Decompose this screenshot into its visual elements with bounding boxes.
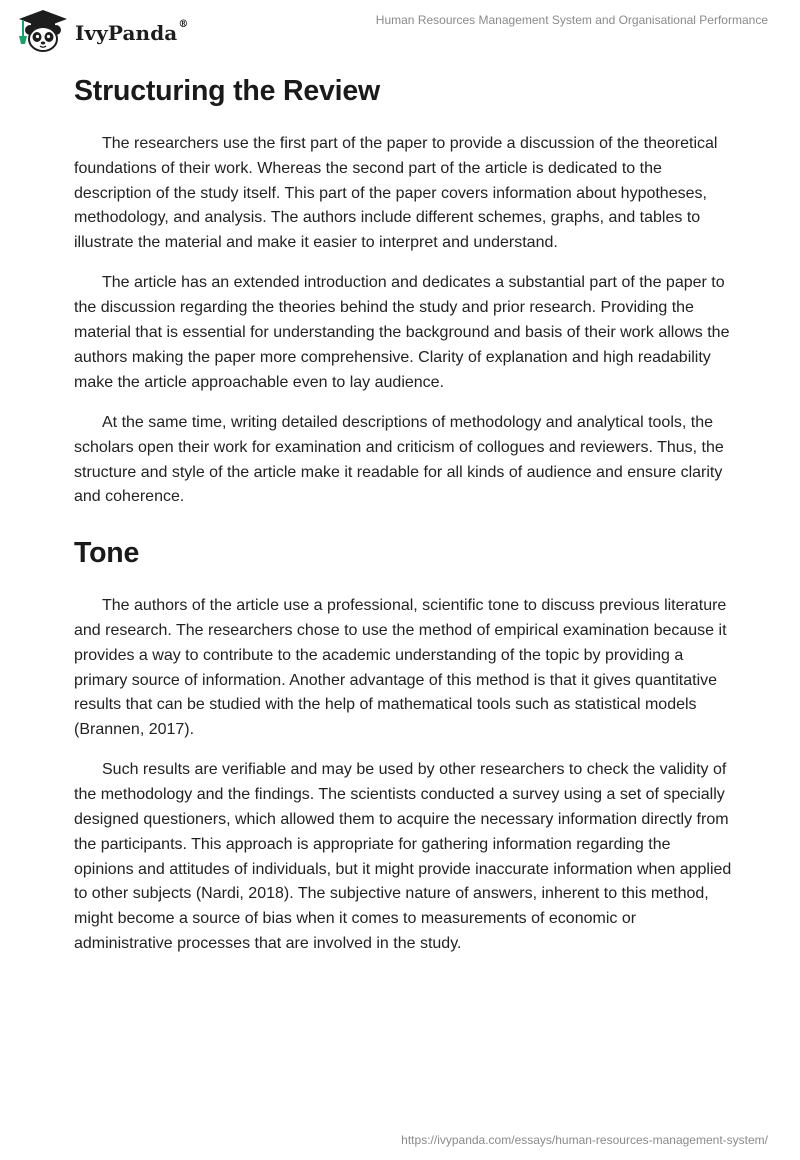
brand-name: IvyPanda® — [75, 19, 189, 45]
section-heading-tone: Tone — [74, 537, 140, 570]
paragraph: Such results are verifiable and may be used by other researchers to check the validity of the methodology and the findings. The scientists conducted a survey using a set of specially designed questioners, which allowed them to acquire the necessary information directly from the participants. This approach is appropriate for gathering information regarding the opinions and attitudes of individuals, but it might provide inaccurate information when applied to other subjects (Nardi, 2018). The subjective nature of answers, inherent to this method, might become a source of bias when it comes to measurements of economic or administrative processes that are involved in the study. — [74, 761, 732, 953]
paragraph: The authors of the article use a professional, scientific tone to discuss previous literature and research. The researchers chose to use the method of empirical examination because it provides a way to contribute to the academic understanding of the topic by providing a primary source of information. Another advantage of this method is that it gives quantitative results that can be studied with the help of mathematical tools such as statistical models (Brannen, 2017). — [74, 597, 727, 739]
running-title: Human Resources Management System and Organisational Performance — [375, 13, 768, 27]
brand-logo[interactable] — [14, 8, 188, 54]
essay-body — [74, 72, 734, 972]
section-heading-structuring: Structuring the Review — [74, 75, 380, 107]
panda-graduate-icon — [14, 8, 72, 54]
page-header — [0, 0, 800, 60]
paragraph: The researchers use the first part of the paper to provide a discussion of the theoretical foundations of their work. Whereas the second part of the article is dedicated to the description of the study itself. This part of the paper covers information about hypotheses, methodology, and analysis. The authors include different schemes, graphs, and tables to illustrate the material and make it easier to interpret and understand. — [74, 135, 718, 252]
paragraph: At the same time, writing detailed descriptions of methodology and analytical tools, the scholars open their work for examination and criticism of collogues and reviewers. Thus, the structure and style of the article make it readable for all kinds of audience and ensure clarity and coherence. — [74, 413, 724, 506]
registered-mark: ® — [178, 19, 189, 30]
source-url-link[interactable]: https://ivypanda.com/essays/human-resources-management-system/ — [401, 1133, 768, 1147]
paragraph: The article has an extended introduction and dedicates a substantial part of the paper to the discussion regarding the theories behind the study and prior research. Providing the material that is essential for understanding the background and basis of their work allows the authors making the paper more comprehensive. Clarity of explanation and high readability make the article approachable even to lay audience. — [74, 274, 730, 391]
